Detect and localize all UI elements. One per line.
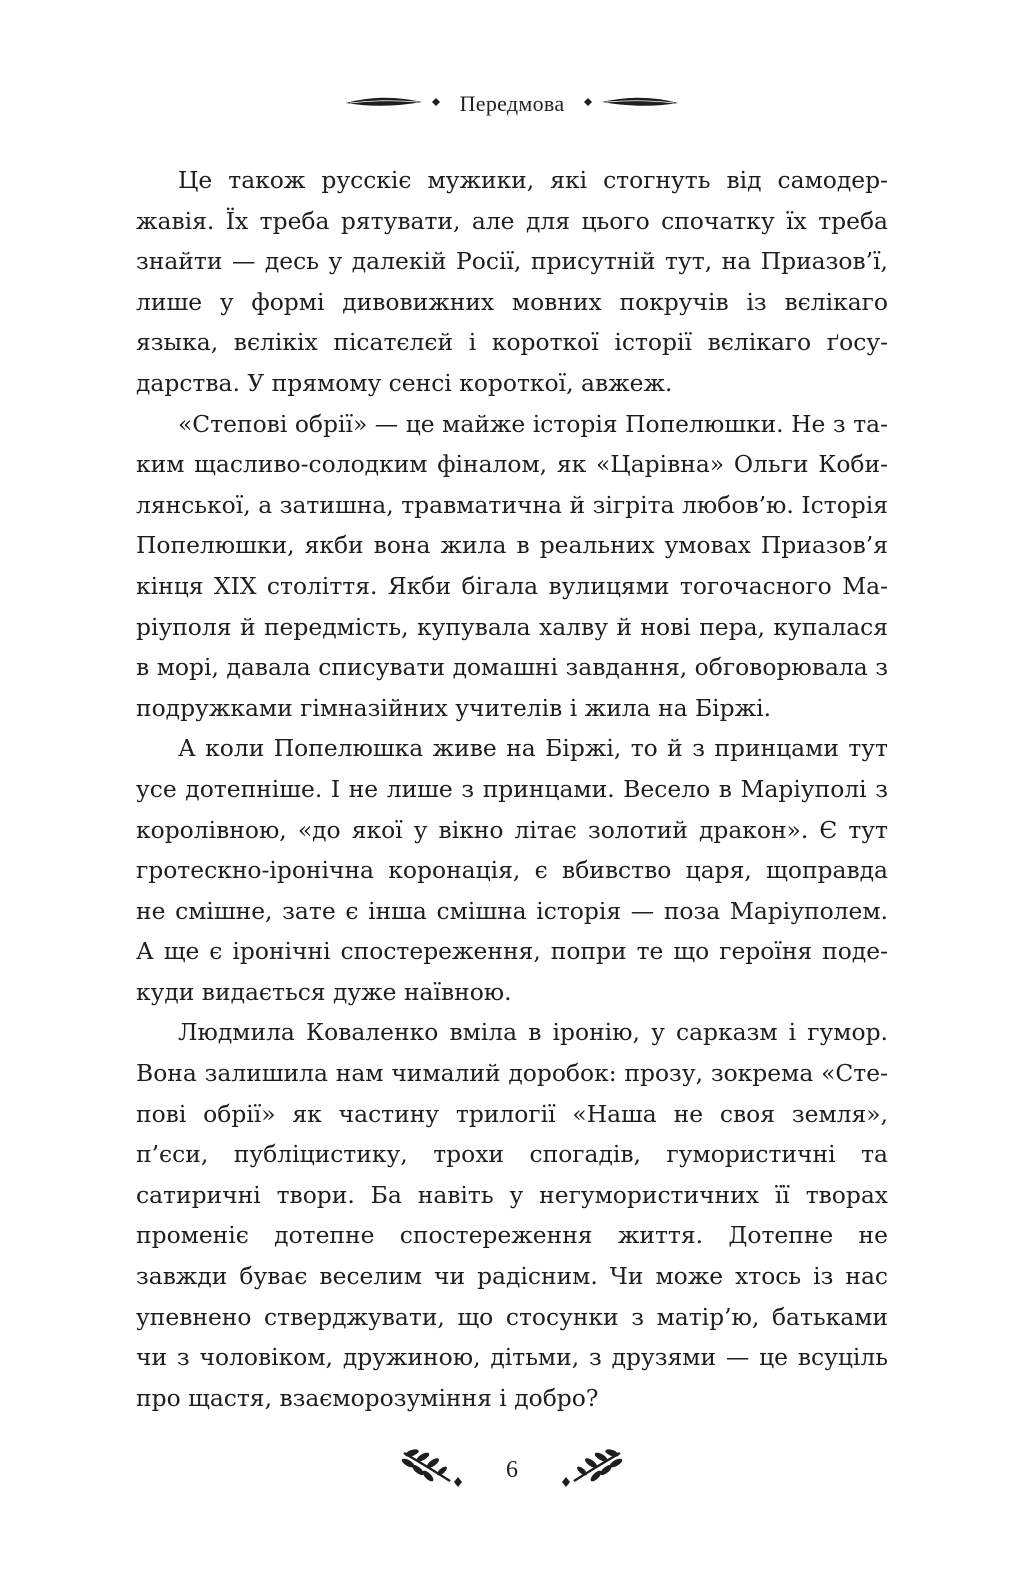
leaf-diamond-ornament-icon xyxy=(580,94,680,114)
wheat-sprig-ornament-icon xyxy=(556,1445,626,1495)
page-header xyxy=(0,84,1024,124)
wheat-sprig-ornament-icon xyxy=(398,1445,468,1495)
paragraph: Людмила Коваленко вміла в іронію, у сарказм і гумор. Вона залишила нам чималий доробок: прозу, зокрема «Степові обрії» як частину трилогії «Наша не своя земля», п’єси, публіцистику, трохи спогадів, гумористичні та сатиричні твори. Ба навіть у негумористичних її творах променіє дотепне спостереження життя. Дотепне не завжди буває веселим чи радісним. Чи може хтось із нас упевнено стверджувати, що стосунки з матір’ю, батьками чи з чоловіком, дружиною, дітьми, з друзями — це всуціль про щастя, взаєморозуміння і добро? xyxy=(136,1018,888,1412)
page-number: 6 xyxy=(506,1456,518,1483)
leaf-diamond-ornament-icon xyxy=(344,94,444,114)
paragraph: Це також русскіє мужики, які стогнуть від самодержавія. Їх треба рятувати, але для цього спочатку їх треба знайти — десь у далекій Росії, присутній тут, на Приазов’ї, лише у формі дивовижних мовних покручів із вєлікаго языка, вєлікіх пісатєлєй і короткої історії вєлікаго ґосударства. У прямому сенсі короткої, авжеж. xyxy=(136,166,888,397)
page-footer xyxy=(0,1440,1024,1500)
running-header-title: Передмова xyxy=(459,91,565,116)
body-text xyxy=(136,160,888,1418)
paragraph: «Степові обрії» — це майже історія Попелюшки. Не з таким щасливо-солодким фіналом, як «Царівна» Ольги Кобилянської, а затишна, травматична й зігріта любов’ю. Історія Попелюшки, якби вона жила в реальних умовах Приазов’я кінця ХІХ століття. Якби бігала вулицями тогочасного Маріуполя й передмість, купувала халву й нові пера, купалася в морі, давала списувати домашні завдання, обговорювала з подружками гімназійних учителів і жила на Біржі. xyxy=(136,409,888,722)
paragraph: А коли Попелюшка живе на Біржі, то й з принцами тут усе дотепніше. І не лише з принцами. Весело в Маріуполі з королівною, «до якої у вікно літає золотий дракон». Є тут гротескно-іронічна коронація, є вбивство царя, щоправда не смішне, зате є інша смішна історія — поза Маріуполем. А ще є іронічні спостереження, попри те що героїня подекуди видається дуже наївною. xyxy=(136,734,888,1006)
